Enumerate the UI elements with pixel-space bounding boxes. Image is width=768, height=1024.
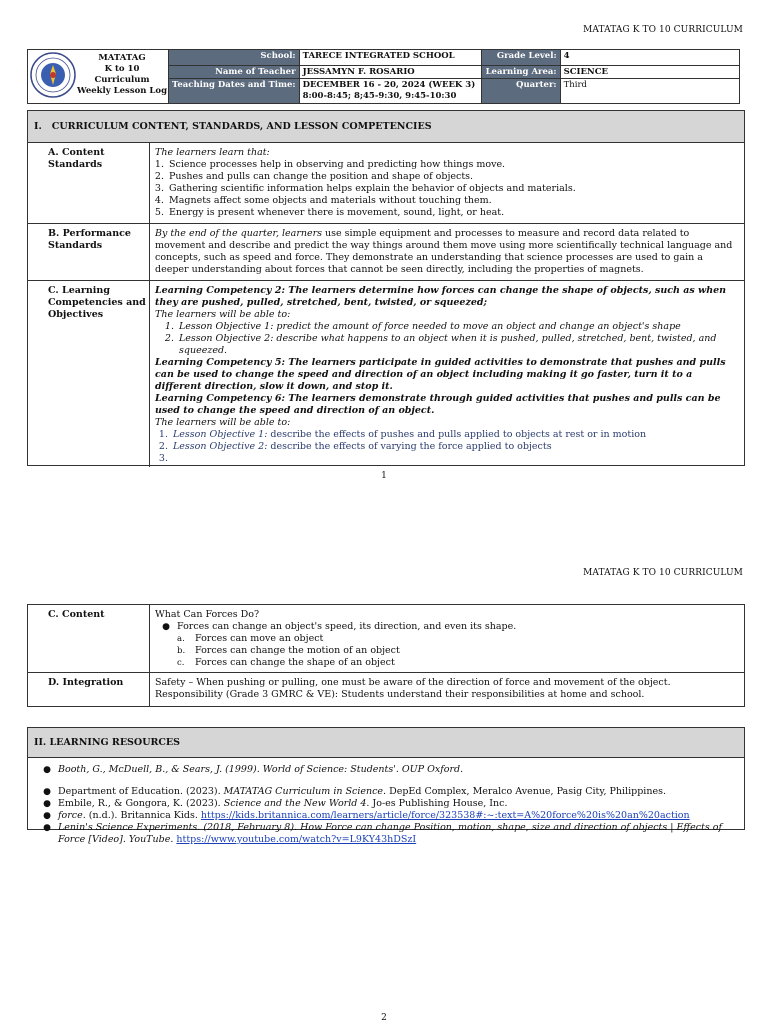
- content-content: [150, 605, 744, 672]
- integration-line-1: Safety – When pushing or pulling, one must be aware of the direction of force and movement of the object.: [155, 677, 671, 688]
- resource-item: [36, 798, 738, 810]
- list-item: 4. Magnets affect some objects and materials without touching them.: [167, 195, 739, 207]
- content-row: [28, 605, 744, 672]
- list-item: 2. Lesson Objective 2: describe what happens to an object when it is pushed, pulled, stretched, bent, twisted, and squeezed.: [177, 333, 739, 357]
- list-item: 1. Science processes help in observing and predicting how things move.: [167, 159, 739, 171]
- resource-item: [36, 764, 738, 776]
- running-header-2: MATATAG K TO 10 CURRICULUM: [583, 568, 743, 578]
- list-item: 3. Gathering scientific information helps explain the behavior of objects and materials.: [167, 183, 739, 195]
- objectives-list-2: [155, 429, 739, 465]
- list-item: 1. Lesson Objective 1: predict the amount of force needed to move an object and change an object's shape: [177, 321, 739, 333]
- bullet-icon: ●: [162, 622, 170, 632]
- competency-5: Learning Competency 5: The learners participate in guided activities to demonstrate that pushes and pulls can be used to change the speed and direction of an object including making it go faster, turn it to a different direction, slow it down, and stop it.: [155, 357, 726, 392]
- resource-text: Lenin's Science Experiments. (2018, February 8). How Force can change Position, motion, shape, size and direction of objects | Effects of Force [Video]. YouTube.: [58, 822, 723, 845]
- teacher-label: Name of Teacher: [169, 66, 300, 79]
- resources-section: [27, 727, 745, 845]
- curriculum-section: [27, 110, 745, 466]
- area-value: SCIENCE: [560, 66, 739, 79]
- content-standards-label: A. Content Standards: [28, 143, 150, 223]
- performance-text: use simple equipment and processes to measure and record data related to movement and describe and predict the way things around them move using more scientifically technical language and concepts, such as speed and force. They demonstrate an understanding that science processes are used to gain a deeper understanding about forces that cannot be seen directly, including the properties of magnets.: [155, 228, 733, 275]
- performance-standards-content: [150, 224, 744, 280]
- resource-item: [36, 810, 738, 822]
- content-subitem: c. Forces can change the shape of an object: [177, 657, 395, 668]
- resources-list: [28, 758, 744, 846]
- section-heading: [28, 111, 744, 143]
- lesson-info-table: [27, 49, 740, 104]
- content-standards-content: [150, 143, 744, 223]
- integration-content: [150, 673, 744, 707]
- dates-label: Teaching Dates and Time:: [169, 79, 300, 104]
- content-standards-list: [155, 159, 739, 219]
- performance-standards-label: B. Performance Standards: [28, 224, 150, 280]
- times-text: 8:00-8:45; 8;45-9:30, 9:45-10:30: [302, 91, 457, 101]
- content-subitem: b. Forces can change the motion of an object: [177, 645, 400, 656]
- list-item: [171, 429, 739, 441]
- resource-title: force: [58, 810, 83, 821]
- content-standards-intro: The learners learn that:: [155, 147, 270, 158]
- bullet-icon: ●: [43, 823, 51, 833]
- list-item: 5. Energy is present whenever there is movement, sound, light, or heat.: [167, 207, 739, 219]
- grade-label: Grade Level:: [481, 50, 560, 66]
- competencies-content: [150, 281, 744, 467]
- subitem-text: Forces can change the motion of an object: [195, 645, 400, 656]
- competencies-row: [28, 280, 744, 467]
- resource-text: Department of Education. (2023).: [58, 786, 224, 797]
- able-to-2: The learners will be able to:: [155, 417, 291, 428]
- quarter-label: Quarter:: [481, 79, 560, 104]
- objective-title: Lesson Objective 1:: [173, 429, 268, 440]
- dates-text: DECEMBER 16 - 20, 2024 (WEEK 3): [302, 80, 476, 90]
- resource-item: [36, 786, 738, 798]
- content-subitem: a. Forces can move an object: [177, 633, 324, 644]
- competencies-label: C. Learning Competencies and Objectives: [28, 281, 150, 467]
- resources-heading: II. LEARNING RESOURCES: [28, 728, 744, 758]
- logo-cell: [28, 50, 169, 104]
- deped-seal-icon: [30, 52, 76, 98]
- youtube-link[interactable]: https://www.youtube.com/watch?v=L9KY43hDSzI: [176, 834, 417, 845]
- resource-text: . DepEd Complex, Meralco Avenue, Pasig City, Philippines.: [383, 786, 666, 797]
- bullet-icon: ●: [43, 787, 51, 797]
- objective-text: describe the effects of varying the force applied to objects: [267, 441, 552, 452]
- school-label: School:: [169, 50, 300, 66]
- content-bullet: [155, 621, 739, 633]
- resource-item: [36, 822, 738, 846]
- dates-value: [299, 79, 481, 104]
- content-title: What Can Forces Do?: [155, 609, 260, 620]
- quarter-value: Third: [560, 79, 739, 104]
- objective-title: Lesson Objective 2:: [173, 441, 268, 452]
- britannica-link[interactable]: https://kids.britannica.com/learners/article/force/323538#:~:text=A%20force%20is%20an%20action: [200, 810, 690, 821]
- list-item: [171, 453, 739, 465]
- objectives-list-1: [155, 321, 739, 357]
- integration-line-2: Responsibility (Grade 3 GMRC & VE): Students understand their responsibilities at home and school.: [155, 689, 645, 700]
- section-title: CURRICULUM CONTENT, STANDARDS, AND LESSON COMPETENCIES: [51, 121, 432, 132]
- bullet-text: Forces can change an object's speed, its direction, and even its shape.: [177, 621, 517, 632]
- performance-standards-row: [28, 223, 744, 280]
- competency-6: Learning Competency 6: The learners demonstrate through guided activities that pushes and pulls can be used to change the speed and direction of an object.: [155, 393, 721, 416]
- logo-title-line-2: K to 10 Curriculum: [94, 64, 150, 85]
- resource-text: . Jo-es Publishing House, Inc.: [366, 798, 508, 809]
- list-item: [171, 441, 739, 453]
- page-number-1: 1: [381, 471, 387, 481]
- integration-label: D. Integration: [28, 673, 150, 707]
- section-number: I.: [34, 121, 42, 132]
- school-value: TARECE INTEGRATED SCHOOL: [299, 50, 481, 66]
- objective-text: describe the effects of pushes and pulls applied to objects at rest or in motion: [267, 429, 647, 440]
- content-label: C. Content: [28, 605, 150, 672]
- bullet-icon: ●: [43, 799, 51, 809]
- logo-title-line-1: MATATAG: [98, 53, 146, 63]
- integration-row: [28, 672, 744, 707]
- bullet-icon: ●: [43, 765, 51, 775]
- performance-intro: By the end of the quarter, learners: [155, 228, 323, 239]
- able-to-1: The learners will be able to:: [155, 309, 291, 320]
- list-item: 2. Pushes and pulls can change the position and shape of objects.: [167, 171, 739, 183]
- resource-text: . (n.d.). Britannica Kids.: [82, 810, 201, 821]
- subitem-text: Forces can move an object: [195, 633, 324, 644]
- content-integration-section: [27, 604, 745, 707]
- resource-title: Science and the New World 4: [223, 798, 367, 809]
- resource-text: Booth, G., McDuell, B., & Sears, J. (1999). World of Science: Students'. OUP Oxford.: [58, 764, 464, 775]
- running-header: MATATAG K TO 10 CURRICULUM: [583, 25, 743, 35]
- logo-title-line-3: Weekly Lesson Log: [76, 86, 168, 96]
- page-number-2: 2: [381, 1013, 387, 1023]
- resource-text: Embile, R., & Gongora, K. (2023).: [58, 798, 224, 809]
- grade-value: 4: [560, 50, 739, 66]
- competency-2: Learning Competency 2: The learners determine how forces can change the shape of objects, such as when they are pushed, pulled, stretched, bent, twisted, or squeezed;: [155, 285, 727, 308]
- teacher-value: JESSAMYN F. ROSARIO: [299, 66, 481, 79]
- resource-title: MATATAG Curriculum in Science: [223, 786, 384, 797]
- bullet-icon: ●: [43, 811, 51, 821]
- subitem-text: Forces can change the shape of an object: [195, 657, 395, 668]
- area-label: Learning Area:: [481, 66, 560, 79]
- content-standards-row: [28, 143, 744, 223]
